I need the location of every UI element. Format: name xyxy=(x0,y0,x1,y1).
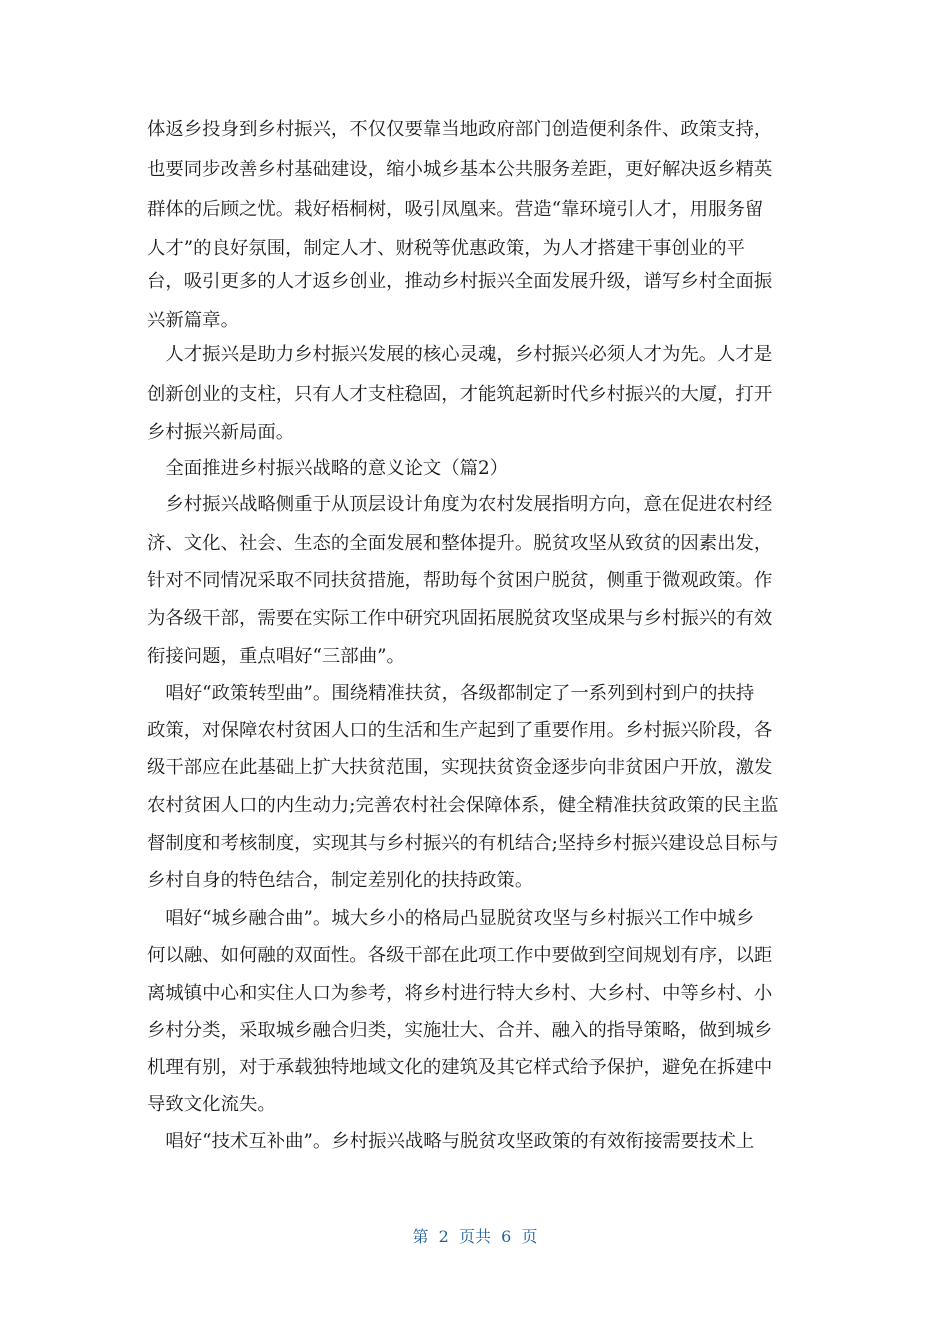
text-line: 乡村振兴新局面。 xyxy=(147,422,295,443)
text-line: 为各级干部，需要在实际工作中研究巩固拓展脱贫攻坚成果与乡村振兴的有效 xyxy=(147,608,773,629)
text-line: 乡村振兴战略侧重于从顶层设计角度为农村发展指明方向，意在促进农村经 xyxy=(147,494,773,515)
text-line: 台，吸引更多的人才返乡创业，推动乡村振兴全面发展升级，谱写乡村全面振 xyxy=(147,271,773,292)
text-line: 唱好“政策转型曲”。围绕精准扶贫，各级都制定了一系列到村到户的扶持 xyxy=(147,683,755,704)
text-line: 督制度和考核制度，实现其与乡村振兴的有机结合;坚持乡村振兴建设总目标与 xyxy=(147,833,779,854)
text-line: 针对不同情况采取不同扶贫措施，帮助每个贫困户脱贫，侧重于微观政策。作 xyxy=(147,570,773,591)
text-line: 也要同步改善乡村基础建设，缩小城乡基本公共服务差距，更好解决返乡精英 xyxy=(147,159,773,180)
page-number-footer: 第 2 页共 6 页 xyxy=(412,1227,538,1246)
text-line: 机理有别，对于承载独特地域文化的建筑及其它样式给予保护，避免在拆建中 xyxy=(147,1057,773,1078)
text-line: 济、文化、社会、生态的全面发展和整体提升。脱贫攻坚从致贫的因素出发， xyxy=(147,533,773,554)
text-line: 人才”的良好氛围，制定人才、财税等优惠政策，为人才搭建干事创业的平 xyxy=(147,238,745,259)
text-line: 群体的后顾之忧。栽好梧桐树，吸引凤凰来。营造“靠环境引人才，用服务留 xyxy=(147,199,764,220)
text-line: 乡村自身的特色结合，制定差别化的扶持政策。 xyxy=(147,870,534,891)
text-line: 兴新篇章。 xyxy=(147,310,239,331)
text-line: 人才振兴是助力乡村振兴发展的核心灵魂，乡村振兴必须人才为先。人才是 xyxy=(147,344,773,365)
text-line: 乡村分类，采取城乡融合归类，实施壮大、合并、融入的指导策略，做到城乡 xyxy=(147,1020,773,1041)
text-line: 创新创业的支柱，只有人才支柱稳固，才能筑起新时代乡村振兴的大厦，打开 xyxy=(147,384,773,405)
text-line: 何以融、如何融的双面性。各级干部在此项工作中要做到空间规划有序，以距 xyxy=(147,945,773,966)
text-line: 唱好“城乡融合曲”。城大乡小的格局凸显脱贫攻坚与乡村振兴工作中城乡 xyxy=(147,908,755,929)
text-line: 衔接问题，重点唱好“三部曲”。 xyxy=(147,646,405,667)
text-line: 体返乡投身到乡村振兴，不仅仅要靠当地政府部门创造便利条件、政策支持， xyxy=(147,119,773,140)
text-line: 离城镇中心和实住人口为参考，将乡村进行特大乡村、大乡村、中等乡村、小 xyxy=(147,983,773,1004)
text-line: 农村贫困人口的内生动力;完善农村社会保障体系，健全精准扶贫政策的民主监 xyxy=(147,795,779,816)
text-line: 级干部应在此基础上扩大扶贫范围，实现扶贫资金逐步向非贫困户开放，激发 xyxy=(147,757,773,778)
text-line: 唱好“技术互补曲”。乡村振兴战略与脱贫攻坚政策的有效衔接需要技术上 xyxy=(147,1131,755,1152)
text-line: 导致文化流失。 xyxy=(147,1094,276,1115)
section-heading: 全面推进乡村振兴战略的意义论文（篇2） xyxy=(147,458,509,479)
text-line: 政策，对保障农村贫困人口的生活和生产起到了重要作用。乡村振兴阶段，各 xyxy=(147,720,773,741)
